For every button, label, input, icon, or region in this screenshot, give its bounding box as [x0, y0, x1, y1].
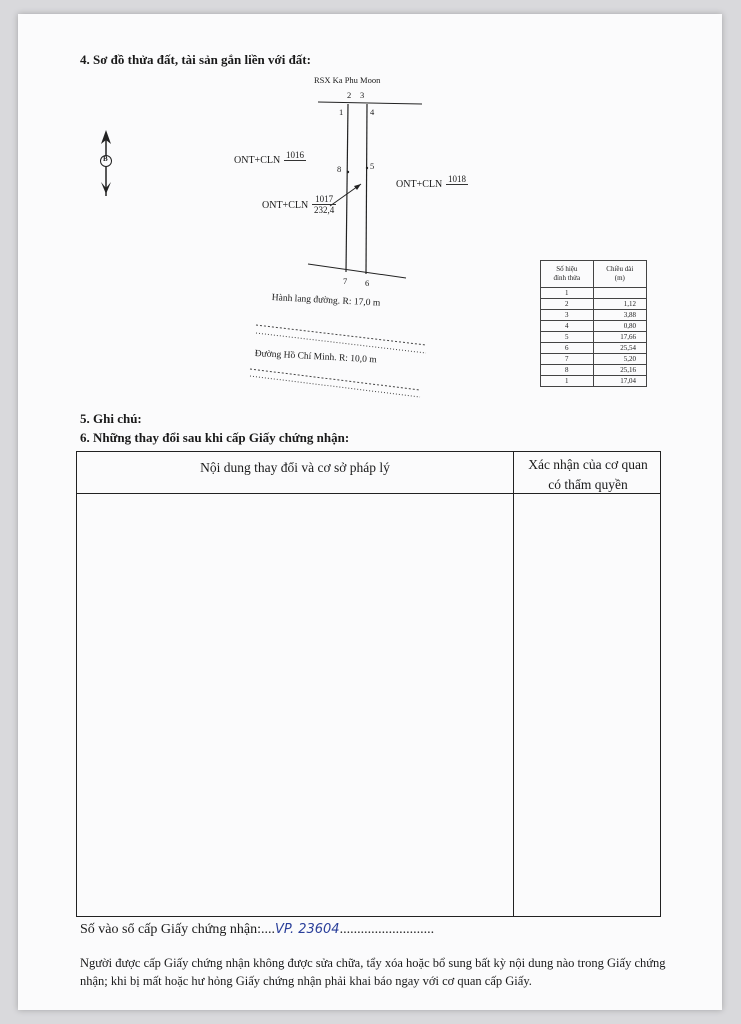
register-number: VP. 23604 — [275, 922, 340, 937]
parcel-1017-fraction — [312, 194, 336, 215]
point-label-4: 4 — [370, 107, 375, 117]
ho-chi-minh-road-label: Đường Hồ Chí Minh. R: 10,0 m — [254, 349, 377, 366]
road-line-1 — [250, 369, 420, 390]
point-header: Số hiệu đỉnh thửa — [541, 261, 594, 288]
boundary-length-table — [540, 260, 647, 387]
section4-title: 4. Sơ đồ thửa đất, tài sản gắn liền với đất: — [80, 52, 311, 67]
table-row: 6 25,54 — [541, 343, 647, 354]
confirmation-header-line2: có thẩm quyền — [548, 477, 628, 492]
changes-content-header: Nội dung thay đổi và cơ sở pháp lý — [200, 460, 390, 475]
point-5-marker — [366, 167, 368, 169]
north-label: B — [103, 155, 108, 163]
parcel-1016-type: ONT+CLN — [234, 155, 281, 166]
bottom-boundary-line — [308, 264, 406, 278]
road-corridor-label: Hành lang đường. R: 17,0 m — [271, 293, 381, 309]
table-row: 3 3,88 — [541, 310, 647, 321]
certificate-page — [18, 14, 722, 1010]
point-label-8: 8 — [337, 164, 342, 174]
point-label-2: 2 — [347, 90, 352, 100]
corridor-line-1 — [256, 325, 426, 345]
certificate-note: Người được cấp Giấy chứng nhận không được sửa chữa, tẩy xóa hoặc bổ sung bất kỳ nội dung nào trong Giấy chứng nhận; khi bị mất hoặc hư hỏng Giấy chứng nhận phải khai báo ngay với cơ quan cấp Giấy. — [80, 956, 666, 988]
table-row: 8 25,16 — [541, 365, 647, 376]
changes-table — [76, 451, 661, 917]
right-boundary-line — [366, 104, 367, 274]
table-row: 1 — [541, 288, 647, 299]
table-row: 7 5,20 — [541, 354, 647, 365]
point-label-3: 3 — [360, 90, 365, 100]
length-header: Chiều dài (m) — [593, 261, 646, 288]
parcel-1017-number: 1017 — [312, 194, 336, 205]
parcel-1016-fraction — [284, 150, 306, 161]
table-row: 1 17,04 — [541, 376, 647, 387]
confirmation-header-line1: Xác nhận của cơ quan — [528, 457, 648, 472]
parcel-1016-number: 1016 — [286, 150, 304, 160]
table-row: 5 17,66 — [541, 332, 647, 343]
register-dots-after: ........................... — [339, 922, 435, 937]
changes-confirmation-header — [514, 455, 662, 495]
top-boundary-line — [318, 102, 422, 104]
left-boundary-line — [346, 104, 348, 272]
point-label-7: 7 — [343, 276, 348, 286]
register-number-line — [80, 922, 434, 938]
length-table-header — [541, 261, 647, 288]
sketch-top-label: RSX Ka Phu Moon — [314, 75, 381, 85]
parcel-1018-number: 1018 — [448, 174, 466, 184]
point-label-6: 6 — [365, 278, 370, 288]
register-label: Số vào sổ cấp Giấy chứng nhận: — [80, 922, 261, 937]
changes-left-column — [77, 452, 514, 916]
point-label-5: 5 — [370, 161, 375, 171]
table-row: 2 1,12 — [541, 299, 647, 310]
parcel-arrow-head — [354, 184, 361, 190]
section5-title: 5. Ghi chú: — [80, 411, 142, 426]
point-label-1: 1 — [339, 107, 344, 117]
north-arrow-icon — [98, 130, 114, 202]
parcel-1018-fraction — [446, 174, 468, 185]
parcel-1018-type: ONT+CLN — [396, 179, 443, 190]
parcel-1017-area: 232,4 — [314, 205, 335, 215]
register-dots-before: .... — [261, 922, 275, 937]
parcel-1017-type: ONT+CLN — [262, 200, 309, 211]
table-row: 4 0,80 — [541, 321, 647, 332]
point-8-marker — [347, 171, 349, 173]
section6-title: 6. Những thay đổi sau khi cấp Giấy chứng nhận: — [80, 430, 350, 445]
